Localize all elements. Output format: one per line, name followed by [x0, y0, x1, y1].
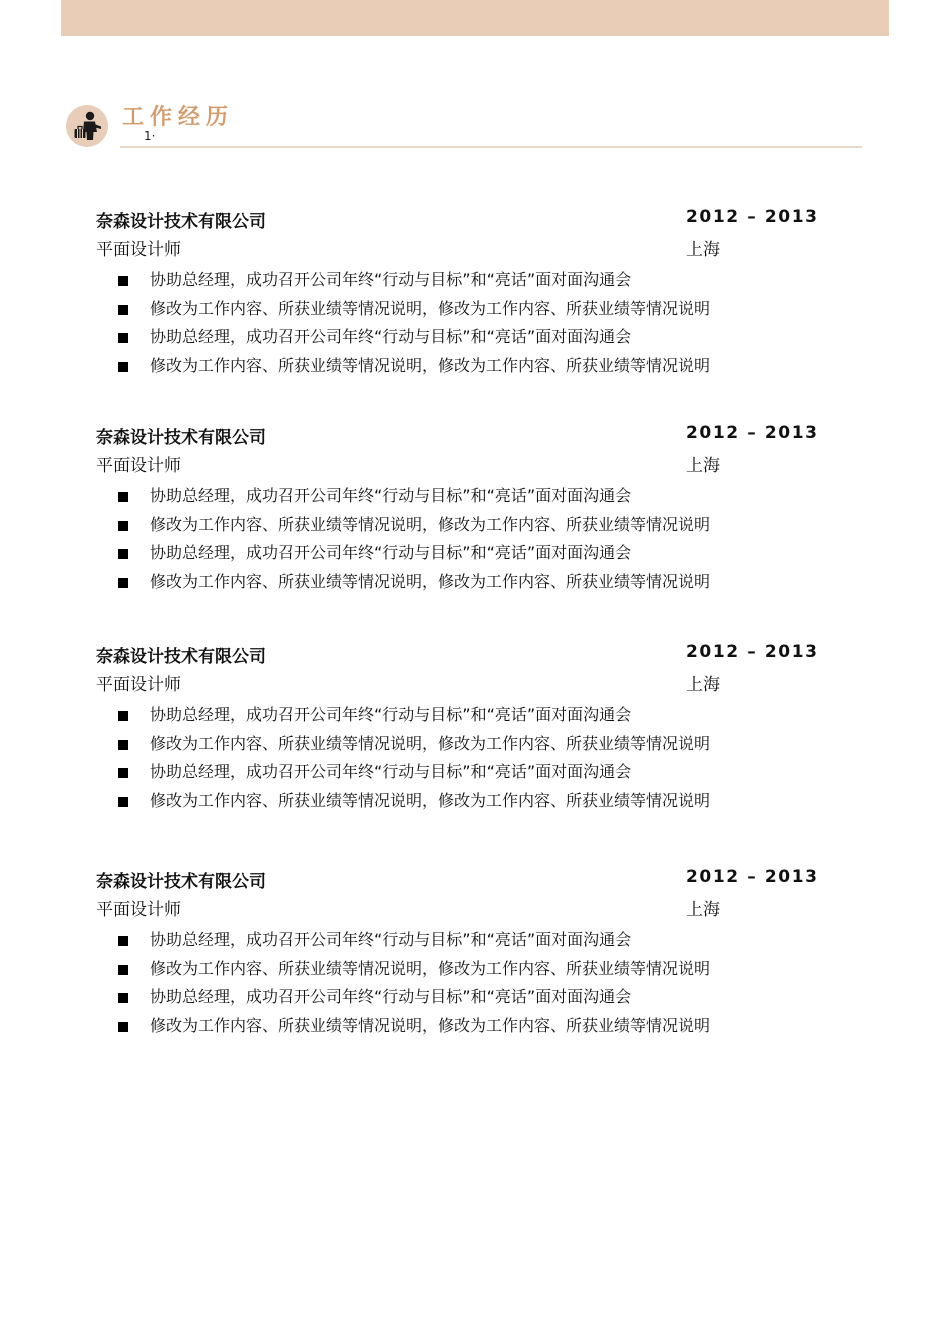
section-title: 工作经历 [122, 105, 235, 130]
job-duty-item: 修改为工作内容、所获业绩等情况说明，修改为工作内容、所获业绩等情况说明 [118, 299, 710, 328]
section-divider [120, 146, 862, 148]
job-years: 2012 – 2013 [686, 642, 819, 662]
section-subtitle: 1· [144, 129, 156, 143]
job-duty-item: 协助总经理，成功召开公司年终“行动与目标”和“亮话”面对面沟通会 [118, 543, 710, 572]
job-duty-item: 修改为工作内容、所获业绩等情况说明，修改为工作内容、所获业绩等情况说明 [118, 356, 710, 385]
job-entry [96, 207, 826, 377]
job-duty-item: 协助总经理，成功召开公司年终“行动与目标”和“亮话”面对面沟通会 [118, 486, 710, 515]
job-entry [96, 423, 826, 593]
job-location: 上海 [686, 240, 720, 260]
job-duty-item: 协助总经理，成功召开公司年终“行动与目标”和“亮话”面对面沟通会 [118, 762, 710, 791]
job-duty-item: 修改为工作内容、所获业绩等情况说明，修改为工作内容、所获业绩等情况说明 [118, 791, 710, 820]
job-duty-item: 修改为工作内容、所获业绩等情况说明，修改为工作内容、所获业绩等情况说明 [118, 515, 710, 544]
job-duty-item: 修改为工作内容、所获业绩等情况说明，修改为工作内容、所获业绩等情况说明 [118, 734, 710, 763]
job-duty-item: 修改为工作内容、所获业绩等情况说明，修改为工作内容、所获业绩等情况说明 [118, 1016, 710, 1045]
job-role: 平面设计师 [96, 900, 181, 920]
company-name: 奈森设计技术有限公司 [96, 428, 266, 448]
company-name: 奈森设计技术有限公司 [96, 212, 266, 232]
job-entry [96, 642, 826, 812]
job-duty-item: 协助总经理，成功召开公司年终“行动与目标”和“亮话”面对面沟通会 [118, 705, 710, 734]
job-duties-list [118, 486, 710, 601]
job-duty-item: 修改为工作内容、所获业绩等情况说明，修改为工作内容、所获业绩等情况说明 [118, 572, 710, 601]
job-duty-item: 协助总经理，成功召开公司年终“行动与目标”和“亮话”面对面沟通会 [118, 987, 710, 1016]
job-duties-list [118, 930, 710, 1045]
job-duties-list [118, 270, 710, 385]
worker-with-briefcase-icon [66, 105, 108, 147]
company-name: 奈森设计技术有限公司 [96, 647, 266, 667]
job-duty-item: 协助总经理，成功召开公司年终“行动与目标”和“亮话”面对面沟通会 [118, 930, 710, 959]
job-location: 上海 [686, 675, 720, 695]
header-color-band [61, 0, 889, 36]
job-years: 2012 – 2013 [686, 423, 819, 443]
company-name: 奈森设计技术有限公司 [96, 872, 266, 892]
job-role: 平面设计师 [96, 675, 181, 695]
job-entry [96, 867, 826, 1037]
job-duty-item: 协助总经理，成功召开公司年终“行动与目标”和“亮话”面对面沟通会 [118, 327, 710, 356]
job-role: 平面设计师 [96, 240, 181, 260]
job-location: 上海 [686, 456, 720, 476]
job-duty-item: 修改为工作内容、所获业绩等情况说明，修改为工作内容、所获业绩等情况说明 [118, 959, 710, 988]
job-location: 上海 [686, 900, 720, 920]
job-duties-list [118, 705, 710, 820]
job-years: 2012 – 2013 [686, 867, 819, 887]
job-years: 2012 – 2013 [686, 207, 819, 227]
job-duty-item: 协助总经理，成功召开公司年终“行动与目标”和“亮话”面对面沟通会 [118, 270, 710, 299]
job-role: 平面设计师 [96, 456, 181, 476]
